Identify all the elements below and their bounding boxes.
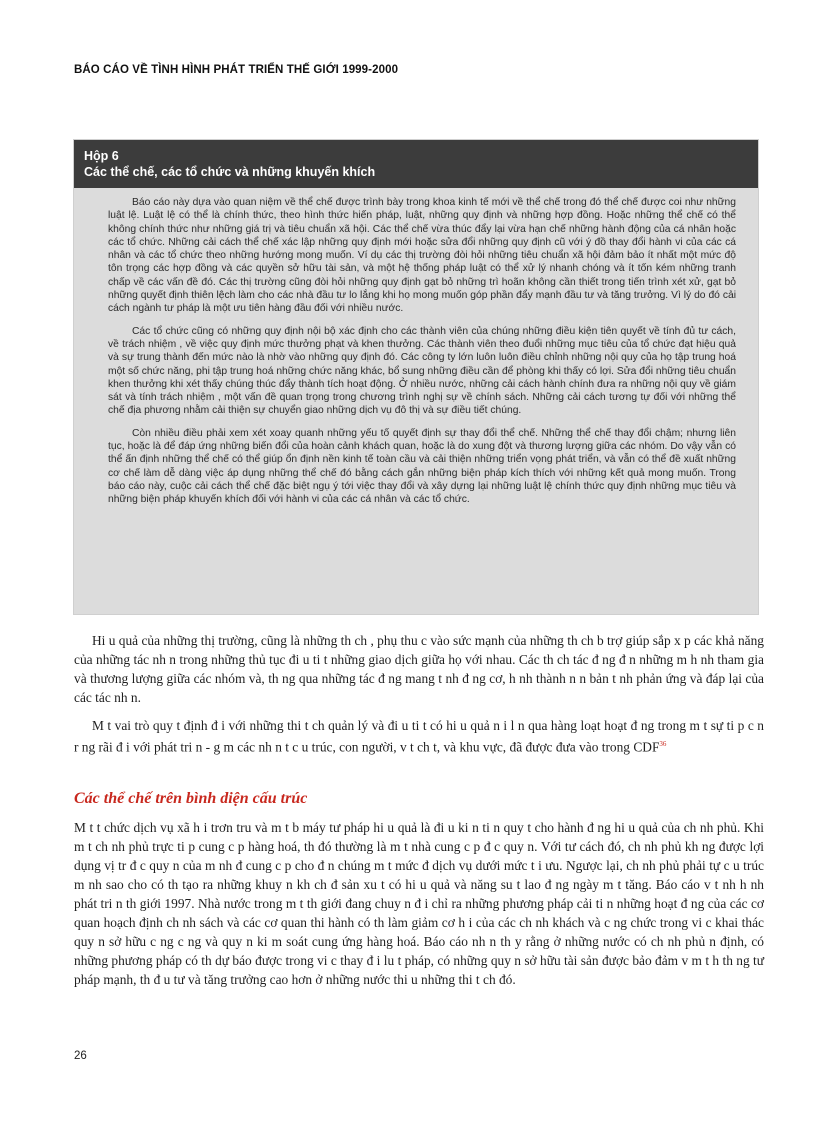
paragraph-text [74,716,764,756]
running-head: BÁO CÁO VỀ TÌNH HÌNH PHÁT TRIỂN THẾ GIỚI 1999-2000 [74,64,399,76]
box-title: Các thể chế, các tổ chức và những khuyến khích [84,165,376,179]
body-paragraph-1 [74,631,764,707]
box-body [74,188,758,507]
paragraph-text: M t t chức dịch vụ xã h i trơn tru và m t b máy tư pháp hi u quả là đi u ki n ti n quy t cho hành đ ng hi u quả của ch nh phủ. Khi m t ch nh phủ trực ti p cung c p hàng hoá, th đó thường là m t nhà cung c p đ c quy n. Với tư cách đó, ch nh phủ kh ng được lợi dụng vị tr đ c quy n của m nh đ cung c p cho đ n chúng m t mức đ dịch vụ dưới mức t i ưu. Ngược lại, ch nh phủ phải tự c u trúc m nh sao cho có th tạo ra những khuy n kh ch đ sản xu t có hi u quả và năng su t lao đ ng ngày m t tăng. Báo cáo v t nh h nh phát tri n th giới 1997. Nhà nước trong m t th giới đang chuy n đ i chỉ ra những phương pháp cải ti n những hoạt đ ng của các cơ quan hoạch định ch nh sách và các cơ quan thi hành có th làm giảm cơ h i của các ch nh khách và c ng chức trong vi c khai thác quy n sở hữu c ng c ng và quy n ki m soát cung ứng hàng hoá. Báo cáo nh n th y rằng ở những nước có ch nh phủ n định, có những phương pháp có th dự báo được trong vi c thay đ i lu t pháp, có những quy n sở hữu tài sản được bảo đảm v m t h th ng tư pháp mạnh, th đ u tư và tăng trưởng cao hơn ở những nước thi u những thi t ch đó. [74,820,764,987]
box-label: Hộp 6 [84,149,119,163]
box-paragraph: Các tổ chức cũng có những quy định nội bộ xác định cho các thành viên của chúng những điều kiện tiên quyết về tính đủ tư cách, về trách nhiệm , về việc quy định mức thưởng phạt và khen thưởng. Các thành viên theo đuổi những mục tiêu của tổ chức đạt hiệu quả và sự trung thành đến mức nào là nhờ vào những quy định đó. Các công ty lớn luôn luôn điều chỉnh những nội quy của họ tập trung hoá một số chức năng, phi tập trung hoá những chức năng khác, bổ sung những điều cần để phòng khi thấy có lợi. Sửa đổi những tiêu chuẩn khen thưởng khi xét thấy chúng thúc đẩy thành tích hoạt động. Ở nhiều nước, những cải cách hành chính đưa ra những nội quy về giám sát và tính trách nhiệm , một vấn đề quan trọng trong chương trình nghị sự về chính sách. Những cải cách tương tự đối với những thể chế địa phương nhằm cải thiện sự chuyển giao những dịch vụ đô thị và sự điều tiết chúng. [108,325,737,417]
footnote-reference[interactable]: 36 [659,740,667,748]
body-paragraph-2 [74,716,764,756]
box-header [74,140,758,188]
section-title: Các thể chế trên bình diện cấu trúc [74,790,308,807]
paragraph-text-content: M t vai trò quy t định đ i với những thi t ch quản lý và đi u ti t có hi u quả n i l n qua hàng loạt hoạt đ ng trong m t sự ti p c n r ng rãi đ i với phát tri n - g m các nh n t c u trúc, con người, v t ch t, và khu vực, đã được đưa vào trong CDF [74,718,764,755]
body-paragraph-3 [74,818,764,989]
paragraph-text: Hi u quả của những thị trường, cũng là những th ch , phụ thu c vào sức mạnh của những th ch b trợ giúp sắp x p các khả năng của những tác nh n trong những thủ tục đi u ti t những giao dịch giữa họ với nhau. Các th ch tác đ ng đ n những m h nh tham gia và thương lượng giữa các nhóm và, th ng qua những tác đ ng mang t nh đ ng cơ, h nh thành n n bản t nh phản ứng và đáp lại của các tác nh n. [74,633,764,705]
box-paragraph: Báo cáo này dựa vào quan niệm về thể chế được trình bày trong khoa kinh tế mới về thể chế trong đó thể chế được coi như những luật lệ. Luật lệ có thể là chính thức, theo hình thức hiến pháp, luật, những quy định và những hợp đồng. Hoặc những thể chế có thể không chính thức như những giá trị và tiêu chuẩn xã hội. Các thể chế vừa thúc đẩy lại vừa hạn chế những hành động của cá nhân hoặc các tổ chức. Những cải cách thể chế xác lập những quy định mới hoặc sửa đổi những quy định cũ với ý đồ thay đổi hành vi của các cá nhân và các tổ chức theo những hướng mong muốn. Ví dụ các thị trường đòi hỏi những tiêu chuẩn xã hội đảm bảo ít nhất một mức độ tôn trọng các hợp đồng và các quyền sở hữu tài sản, và một hệ thống pháp luật có thể xử lý nhanh chóng và ít tốn kém những tranh chấp về các vấn đề đó. Các thị trường cũng đòi hỏi những quy định gạt bỏ những trì hoãn không cần thiết trong tiến trình xét xử, gạt bỏ những quyết định thiên lệch làm cho các nhà đầu tư lo lắng khi họ mong muốn góp phần đẩy mạnh đầu tư và tăng trưởng. Vì lý do đó cải cách ngành tư pháp là một ưu tiên hàng đầu đối với nhiều nước. [108,197,736,315]
box-paragraph: Còn nhiều điều phải xem xét xoay quanh những yếu tố quyết định sự thay đổi thể chế. Những thể chế thay đổi chậm; nhưng liên tục, hoặc là để đáp ứng những biến đổi của hoàn cảnh khách quan, hoặc là do xung đột và thương lượng giữa các nhóm. Do vậy vẫn có thể ấn định những thể chế có thể giúp ổn định nền kinh tế toàn cầu và cải thiện những triển vọng phát triển, và vẫn có thể đề xuất những cơ chế làm dễ dàng việc áp dụng những thể chế đó bằng cách gắn những biện pháp kích thích với những kết quả mong muốn. Trong báo cáo này, cuộc cải cách thể chế đặc biệt ngụ ý tới việc thay đổi và xây dựng lại những luật lệ chính thức quy định những mục tiêu và những biện pháp khuyến khích đối với hành vi của các cá nhân và các tổ chức. [108,427,736,506]
sidebar-box [74,140,758,614]
page-number: 26 [74,1050,87,1062]
